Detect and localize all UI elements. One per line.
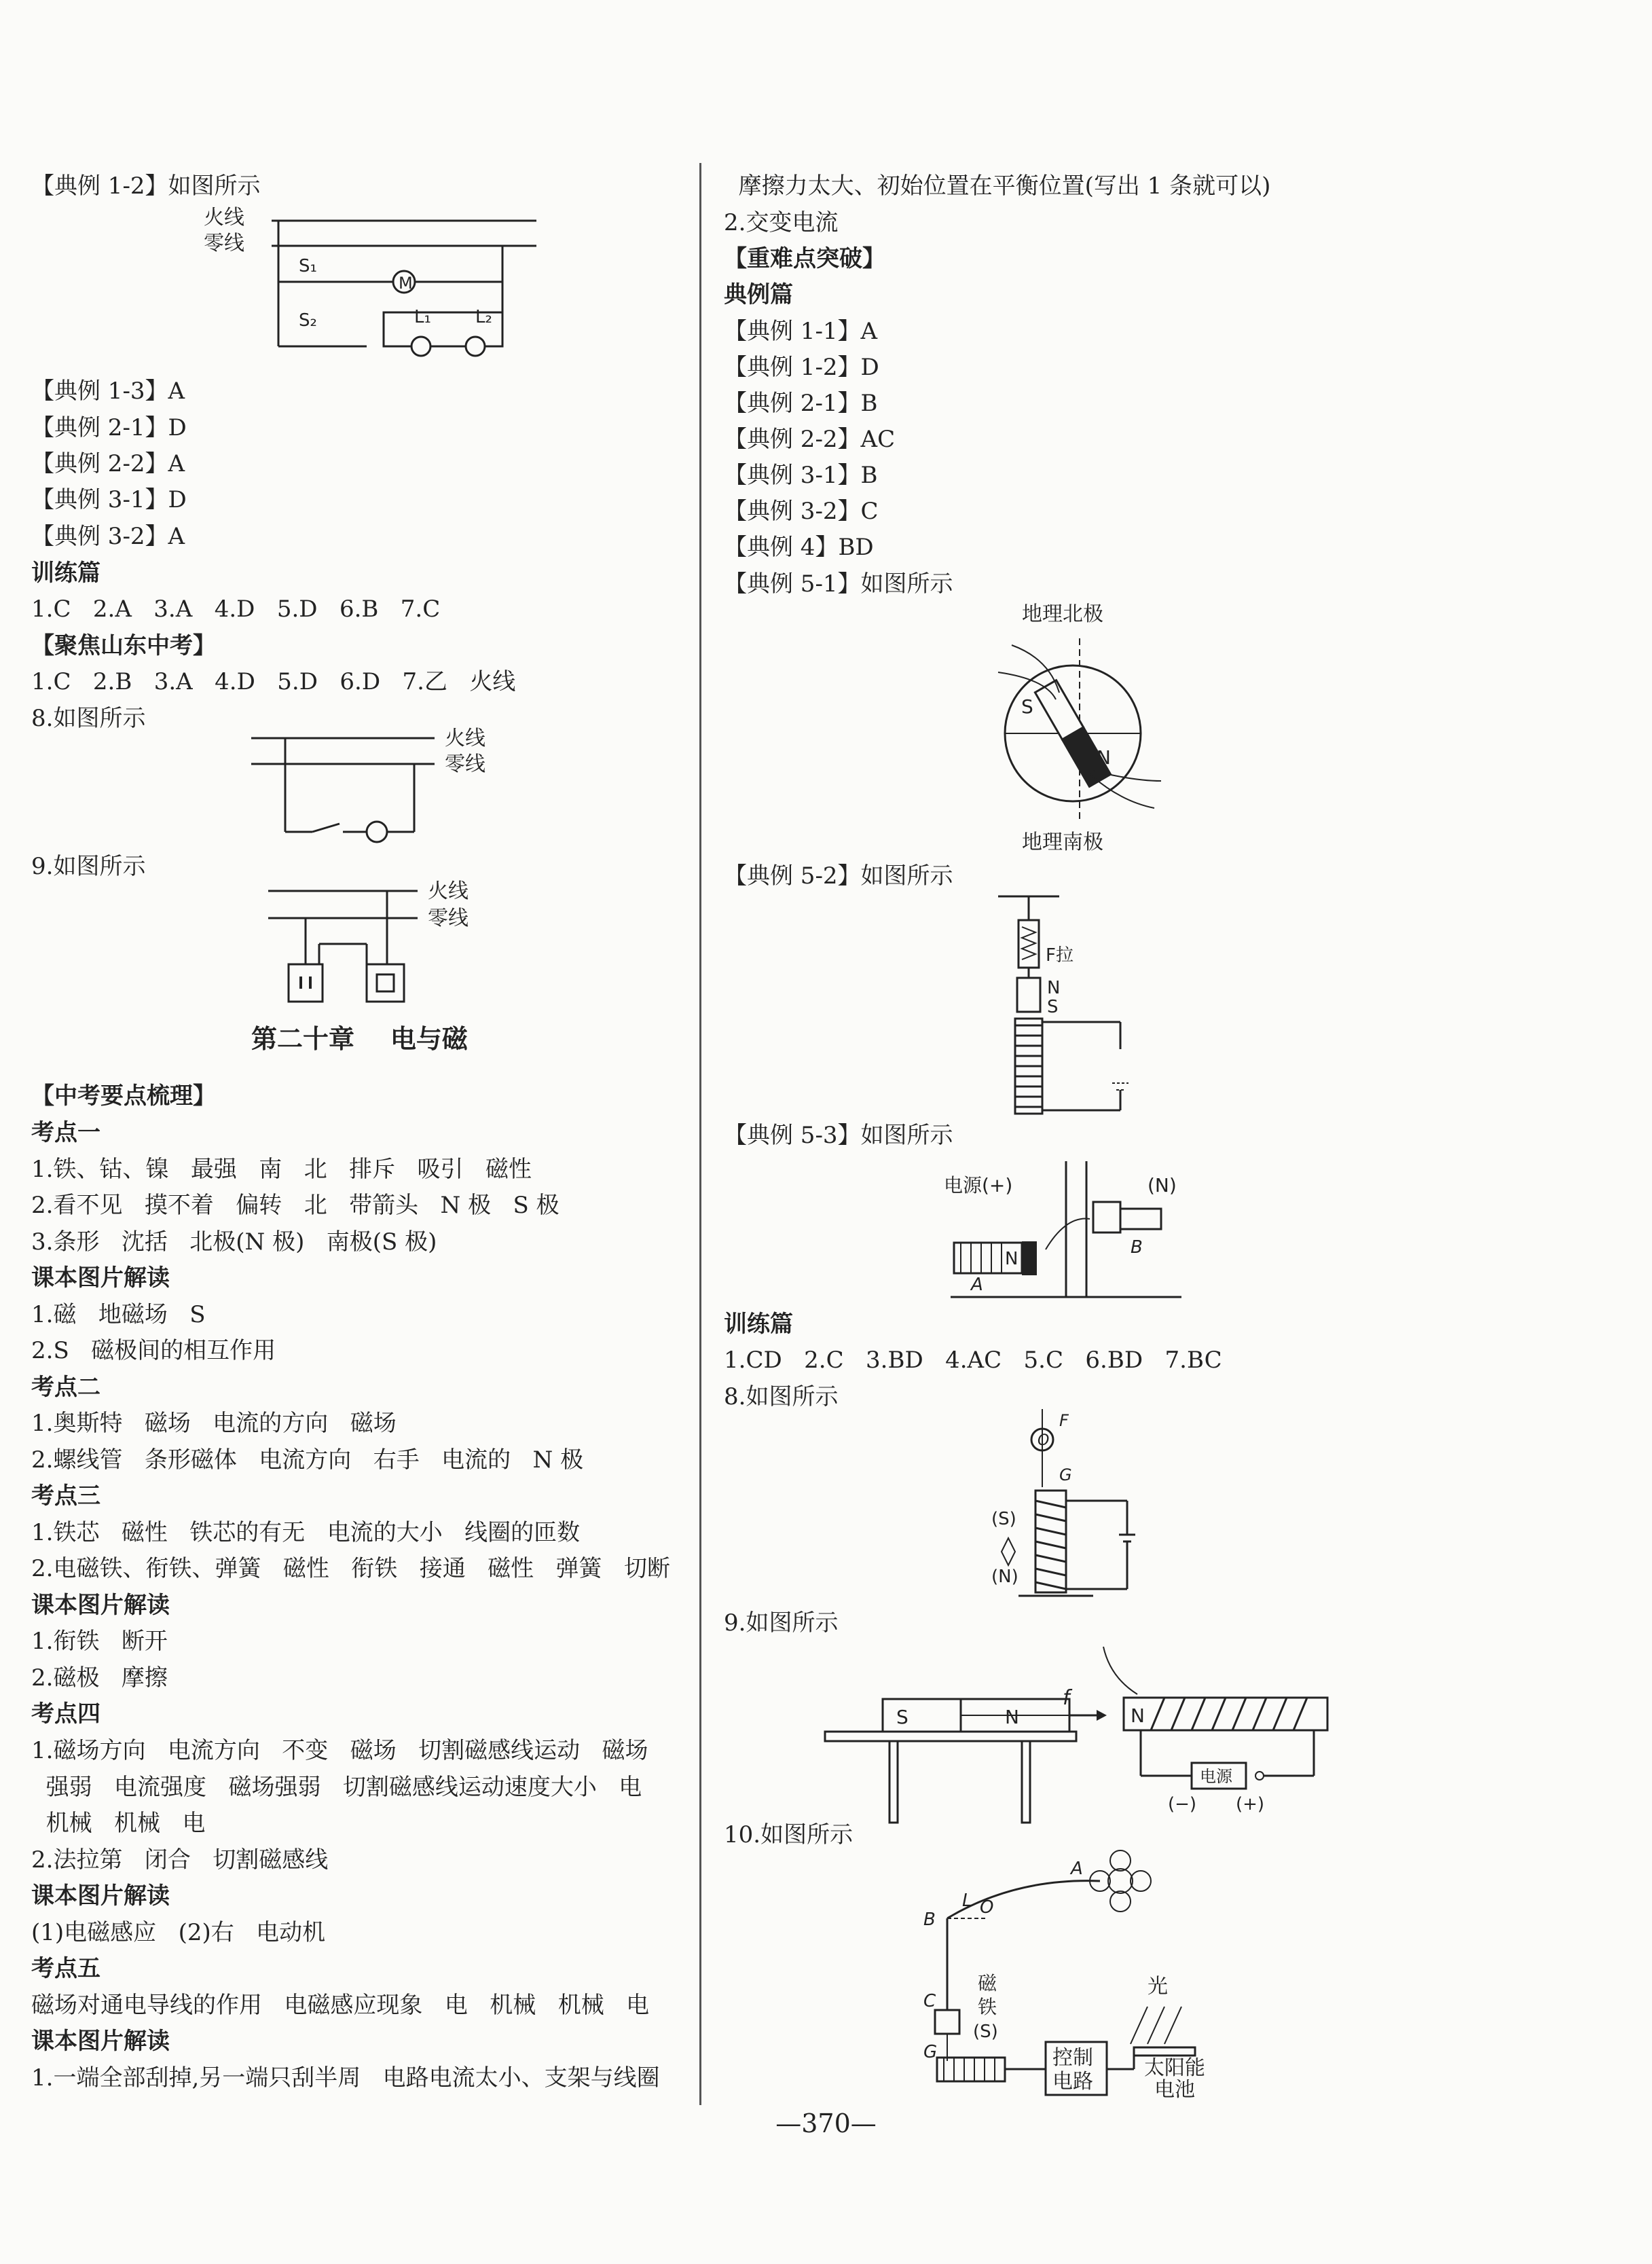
text-line: 【典例 3-2】C bbox=[724, 498, 879, 525]
svg-text:S₁: S₁ bbox=[299, 256, 317, 276]
text-line: 【典例 5-2】如图所示 bbox=[724, 862, 953, 890]
figure-q10-right bbox=[913, 1850, 1239, 2102]
text-line: 3.条形 沈括 北极(N 极) 南极(S 极) bbox=[31, 1228, 437, 1256]
text-line: 1.衔铁 断开 bbox=[31, 1628, 168, 1655]
lamp-icon bbox=[466, 337, 485, 356]
text-line: 2.看不见 摸不着 偏转 北 带箭头 N 极 S 极 bbox=[31, 1192, 559, 1219]
svg-text:(N): (N) bbox=[1148, 1174, 1177, 1197]
section-heading: 典例篇 bbox=[724, 281, 793, 308]
svg-text:B: B bbox=[923, 1910, 936, 1930]
text-line: 1.铁芯 磁性 铁芯的有无 电流的大小 线圈的匝数 bbox=[31, 1519, 581, 1546]
page-number: —370— bbox=[775, 2108, 877, 2138]
text-line: (1)电磁感应 (2)右 电动机 bbox=[31, 1919, 326, 1946]
magnet bbox=[1017, 978, 1040, 1012]
text-line: 【典例 4】BD bbox=[724, 534, 874, 561]
section-heading: 考点五 bbox=[31, 1955, 100, 1982]
section-heading: 课本图片解读 bbox=[31, 2028, 170, 2055]
compass-needle bbox=[1002, 1538, 1015, 1565]
switch-icon bbox=[312, 824, 339, 832]
svg-text:L: L bbox=[962, 1891, 972, 1911]
text-line: 【典例 2-1】B bbox=[724, 390, 878, 417]
figure-q9-left bbox=[268, 876, 499, 1005]
text-line: 【典例 3-2】A bbox=[31, 523, 185, 550]
table-top bbox=[825, 1732, 1076, 1741]
answer-line: 1.C 2.B 3.A 4.D 5.D 6.D 7.乙 火线 bbox=[31, 668, 516, 695]
section-heading: 【重难点突破】 bbox=[724, 245, 885, 272]
text-line: 【典例 5-3】如图所示 bbox=[724, 1122, 953, 1149]
answer-line: 1.CD 2.C 3.BD 4.AC 5.C 6.BD 7.BC bbox=[724, 1347, 1222, 1374]
svg-text:S: S bbox=[1021, 695, 1033, 718]
svg-text:O: O bbox=[1038, 1432, 1050, 1449]
svg-text:电路: 电路 bbox=[1052, 2070, 1093, 2094]
svg-text:A: A bbox=[971, 1275, 983, 1295]
solenoid bbox=[1124, 1698, 1327, 1730]
answer-line: 1.C 2.A 3.A 4.D 5.D 6.B 7.C bbox=[31, 596, 441, 623]
svg-text:电源: 电源 bbox=[1200, 1767, 1232, 1786]
figure-q8-right bbox=[991, 1406, 1154, 1609]
svg-text:磁: 磁 bbox=[978, 1972, 997, 1994]
section-heading: 考点一 bbox=[31, 1119, 100, 1146]
svg-text:光: 光 bbox=[1148, 1975, 1168, 1998]
figure-q8-left bbox=[251, 727, 509, 839]
text-line: 【典例 3-1】D bbox=[31, 486, 187, 513]
text-line: 2.磁极 摩擦 bbox=[31, 1664, 168, 1692]
svg-text:L₂: L₂ bbox=[475, 307, 492, 327]
label-zero-line: 零线 bbox=[204, 232, 244, 255]
svg-text:N: N bbox=[1047, 978, 1061, 998]
flower-icon bbox=[1108, 1869, 1133, 1893]
text-line: 1.铁、钴、镍 最强 南 北 排斥 吸引 磁性 bbox=[31, 1156, 532, 1183]
svg-text:G: G bbox=[1059, 1465, 1072, 1484]
text-line: 1.磁 地磁场 S bbox=[31, 1301, 206, 1328]
text-line: 2.交变电流 bbox=[724, 209, 839, 236]
section-heading: 【中考要点梳理】 bbox=[31, 1082, 216, 1110]
text-line: 2.螺线管 条形磁体 电流方向 右手 电流的 N 极 bbox=[31, 1446, 584, 1474]
svg-text:O: O bbox=[980, 1897, 994, 1918]
svg-text:(N): (N) bbox=[991, 1567, 1018, 1587]
svg-text:f: f bbox=[1063, 1686, 1070, 1710]
section-heading: 训练篇 bbox=[724, 1311, 793, 1338]
solar-panel bbox=[1134, 2047, 1195, 2056]
section-heading: 课本图片解读 bbox=[31, 1264, 170, 1292]
text-line: 9.如图所示 bbox=[31, 853, 146, 880]
text-line: 1.一端全部刮掉,另一端只刮半周 电路电流太小、支架与线圈 bbox=[31, 2064, 660, 2092]
svg-text:(S): (S) bbox=[973, 2022, 998, 2042]
text-line: 8.如图所示 bbox=[31, 705, 146, 732]
svg-text:铁: 铁 bbox=[978, 1996, 997, 2018]
magnet-block bbox=[935, 2010, 959, 2034]
text-line: 强弱 电流强度 磁场强弱 切割磁感线运动速度大小 电 bbox=[31, 1774, 642, 1801]
svg-text:太阳能: 太阳能 bbox=[1144, 2056, 1205, 2080]
svg-text:L₁: L₁ bbox=[414, 307, 431, 327]
figure-example-5-1 bbox=[985, 598, 1161, 856]
text-line: 【典例 1-2】如图所示 bbox=[31, 172, 261, 200]
text-line: 【典例 3-1】B bbox=[724, 462, 878, 489]
svg-text:N: N bbox=[1131, 1704, 1145, 1727]
svg-text:N: N bbox=[1005, 1706, 1019, 1728]
svg-text:N: N bbox=[1097, 746, 1111, 769]
text-line: 【典例 2-2】A bbox=[31, 450, 185, 477]
text-line: 【典例 1-2】D bbox=[724, 354, 879, 381]
svg-text:(+): (+) bbox=[1236, 1794, 1265, 1814]
svg-text:M: M bbox=[399, 274, 413, 293]
text-line: 【典例 2-2】AC bbox=[724, 426, 896, 453]
text-line: 1.奥斯特 磁场 电流的方向 磁场 bbox=[31, 1410, 397, 1437]
section-heading: 课本图片解读 bbox=[31, 1592, 170, 1619]
text-line: 机械 机械 电 bbox=[31, 1810, 206, 1837]
column-divider bbox=[699, 163, 701, 2105]
figure-example-5-3 bbox=[944, 1154, 1188, 1311]
figure-example-5-2 bbox=[985, 893, 1161, 1124]
text-line: 2.S 磁极间的相互作用 bbox=[31, 1337, 276, 1364]
svg-text:S: S bbox=[1047, 997, 1059, 1017]
svg-text:控制: 控制 bbox=[1052, 2046, 1093, 2070]
text-line: 9.如图所示 bbox=[724, 1609, 839, 1637]
section-heading: 考点二 bbox=[31, 1374, 100, 1401]
svg-text:零线: 零线 bbox=[445, 752, 485, 776]
label-fire-line: 火线 bbox=[204, 206, 244, 230]
section-heading: 考点三 bbox=[31, 1482, 100, 1510]
svg-text:S₂: S₂ bbox=[299, 310, 317, 331]
svg-text:G: G bbox=[923, 2042, 938, 2062]
svg-text:零线: 零线 bbox=[428, 907, 469, 930]
svg-text:A: A bbox=[1071, 1859, 1083, 1879]
section-heading: 课本图片解读 bbox=[31, 1882, 170, 1910]
section-heading: 考点四 bbox=[31, 1700, 100, 1728]
text-line: 【典例 1-1】A bbox=[724, 318, 878, 345]
svg-text:B: B bbox=[1131, 1237, 1143, 1258]
svg-text:(−): (−) bbox=[1168, 1794, 1197, 1814]
text-line: 【典例 2-1】D bbox=[31, 414, 187, 441]
iron-core bbox=[1022, 1241, 1037, 1275]
svg-text:电池: 电池 bbox=[1154, 2078, 1195, 2102]
text-line: 2.电磁铁、衔铁、弹簧 磁性 衔铁 接通 磁性 弹簧 切断 bbox=[31, 1555, 670, 1582]
figure-example-1-2 bbox=[204, 204, 557, 360]
svg-text:电源(+): 电源(+) bbox=[944, 1174, 1013, 1197]
socket-icon bbox=[289, 964, 323, 1002]
svg-text:N: N bbox=[1005, 1249, 1018, 1269]
lamp-icon bbox=[367, 822, 387, 842]
svg-text:(S): (S) bbox=[991, 1509, 1016, 1529]
section-heading: 【聚焦山东中考】 bbox=[31, 632, 216, 659]
text-line: 摩擦力太大、初始位置在平衡位置(写出 1 条就可以) bbox=[724, 172, 1271, 200]
text-line: 8.如图所示 bbox=[724, 1383, 839, 1410]
svg-text:地理北极: 地理北极 bbox=[1022, 602, 1103, 626]
text-line: 1.磁场方向 电流方向 不变 磁场 切割磁感线运动 磁场 bbox=[31, 1737, 648, 1764]
svg-text:F: F bbox=[1059, 1411, 1069, 1430]
svg-text:火线: 火线 bbox=[428, 879, 469, 903]
text-line: 10.如图所示 bbox=[724, 1821, 853, 1848]
spring-scale bbox=[1018, 920, 1039, 968]
text-line: 【典例 5-1】如图所示 bbox=[724, 570, 953, 598]
text-line: 【典例 1-3】A bbox=[31, 378, 185, 405]
switch-box-icon bbox=[367, 964, 404, 1002]
svg-text:C: C bbox=[923, 1991, 936, 2011]
svg-text:地理南极: 地理南极 bbox=[1022, 830, 1103, 854]
lamp-icon bbox=[411, 337, 430, 356]
section-heading: 训练篇 bbox=[31, 560, 100, 587]
text-line: 2.法拉第 闭合 切割磁感线 bbox=[31, 1846, 329, 1874]
svg-text:F拉: F拉 bbox=[1046, 945, 1073, 966]
svg-text:火线: 火线 bbox=[445, 727, 485, 750]
figure-q9-right bbox=[825, 1643, 1341, 1827]
chapter-title: 第二十章 电与磁 bbox=[251, 1023, 468, 1054]
text-line: 磁场对通电导线的作用 电磁感应现象 电 机械 机械 电 bbox=[31, 1992, 650, 2019]
svg-text:S: S bbox=[896, 1706, 908, 1728]
